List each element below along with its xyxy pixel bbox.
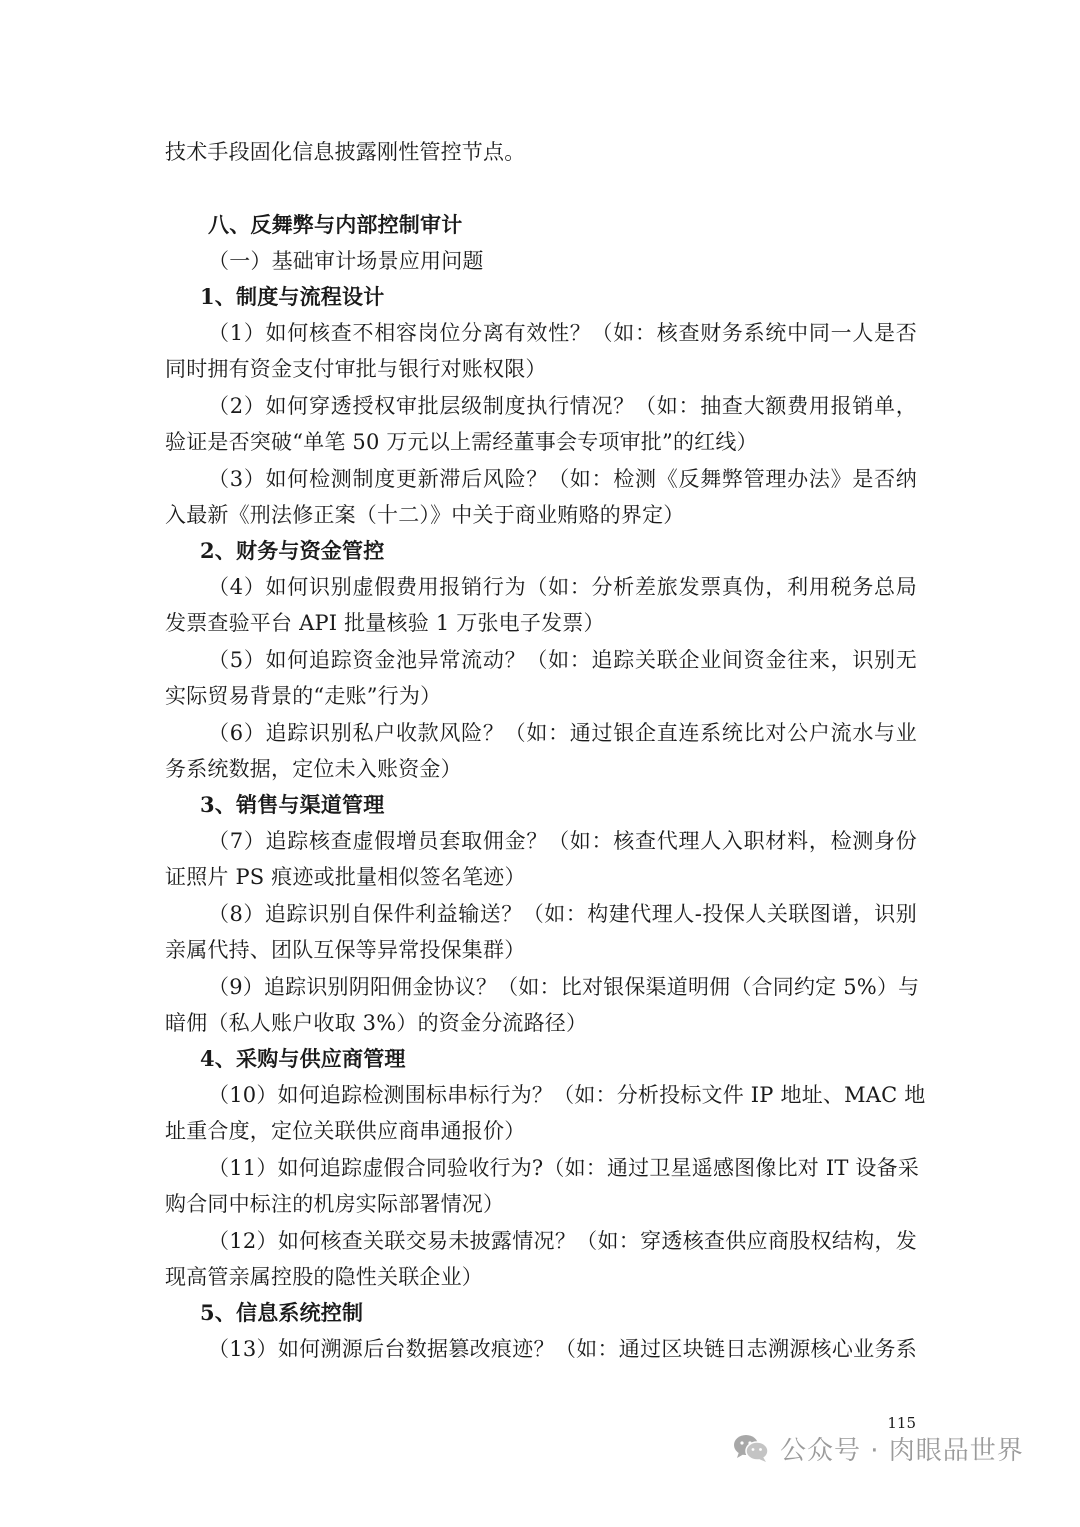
question-line: （3）如何检测制度更新滞后风险？（如：检测《反舞弊管理办法》是否纳: [208, 467, 917, 491]
question-line: 暗佣（私人账户收取 3%）的资金分流路径）: [165, 1011, 588, 1035]
topic-heading: 2、财务与资金管控: [200, 538, 385, 563]
question-line: （6）追踪识别私户收款风险？（如：通过银企直连系统比对公户流水与业: [208, 721, 917, 745]
question-line: 现高管亲属控股的隐性关联企业）: [165, 1265, 483, 1289]
page-number: 115: [887, 1414, 916, 1432]
question-line: 购合同中标注的机房实际部署情况）: [165, 1192, 505, 1216]
question-line: 实际贸易背景的“走账”行为）: [165, 684, 442, 708]
question-line: 同时拥有资金支付审批与银行对账权限）: [165, 357, 547, 381]
question-line: 务系统数据，定位未入账资金）: [165, 757, 462, 781]
question-line: 址重合度，定位关联供应商串通报价）: [165, 1119, 526, 1143]
question-line: （10）如何追踪检测围标串标行为？（如：分析投标文件 IP 地址、MAC 地: [208, 1083, 926, 1107]
watermark: [732, 1428, 1024, 1468]
question-line: （1）如何核查不相容岗位分离有效性？（如：核查财务系统中同一人是否: [208, 321, 917, 345]
question-line: （4）如何识别虚假费用报销行为（如：分析差旅发票真伪，利用税务总局: [208, 575, 917, 599]
section-heading: 八、反舞弊与内部控制审计: [208, 213, 463, 237]
subsection-heading: （一）基础审计场景应用问题: [208, 249, 484, 273]
wechat-icon: [732, 1433, 770, 1463]
question-line: （5）如何追踪资金池异常流动？（如：追踪关联企业间资金往来，识别无: [208, 648, 917, 672]
question-line: （12）如何核查关联交易未披露情况？（如：穿透核查供应商股权结构，发: [208, 1229, 917, 1253]
question-line: 证照片 PS 痕迹或批量相似签名笔迹）: [165, 865, 526, 889]
topic-heading: 3、销售与渠道管理: [200, 792, 385, 817]
question-line: （2）如何穿透授权审批层级制度执行情况？（如：抽查大额费用报销单，: [208, 394, 917, 418]
topic-heading: 4、采购与供应商管理: [200, 1046, 406, 1071]
topic-heading: 5、信息系统控制: [200, 1300, 364, 1325]
paragraph-line: 技术手段固化信息披露刚性管控节点。: [165, 140, 526, 164]
question-line: （13）如何溯源后台数据篡改痕迹？（如：通过区块链日志溯源核心业务系: [208, 1337, 917, 1361]
topic-heading: 1、制度与流程设计: [200, 284, 385, 309]
question-line: （7）追踪核查虚假增员套取佣金？（如：核查代理人入职材料，检测身份: [208, 829, 917, 853]
question-line: （9）追踪识别阴阳佣金协议？（如：比对银保渠道明佣（合同约定 5%）与: [208, 975, 920, 999]
question-line: （11）如何追踪虚假合同验收行为?（如：通过卫星遥感图像比对 IT 设备采: [208, 1156, 920, 1180]
watermark-text: 公众号 · 肉眼品世界: [780, 1435, 1024, 1466]
question-line: 亲属代持、团队互保等异常投保集群）: [165, 938, 526, 962]
question-line: 发票查验平台 API 批量核验 1 万张电子发票）: [165, 611, 605, 635]
question-line: （8）追踪识别自保件利益输送？（如：构建代理人-投保人关联图谱，识别: [208, 902, 917, 926]
question-line: 验证是否突破“单笔 50 万元以上需经董事会专项审批”的红线）: [165, 430, 758, 454]
question-line: 入最新《刑法修正案（十二）》中关于商业贿赂的界定）: [165, 503, 685, 527]
